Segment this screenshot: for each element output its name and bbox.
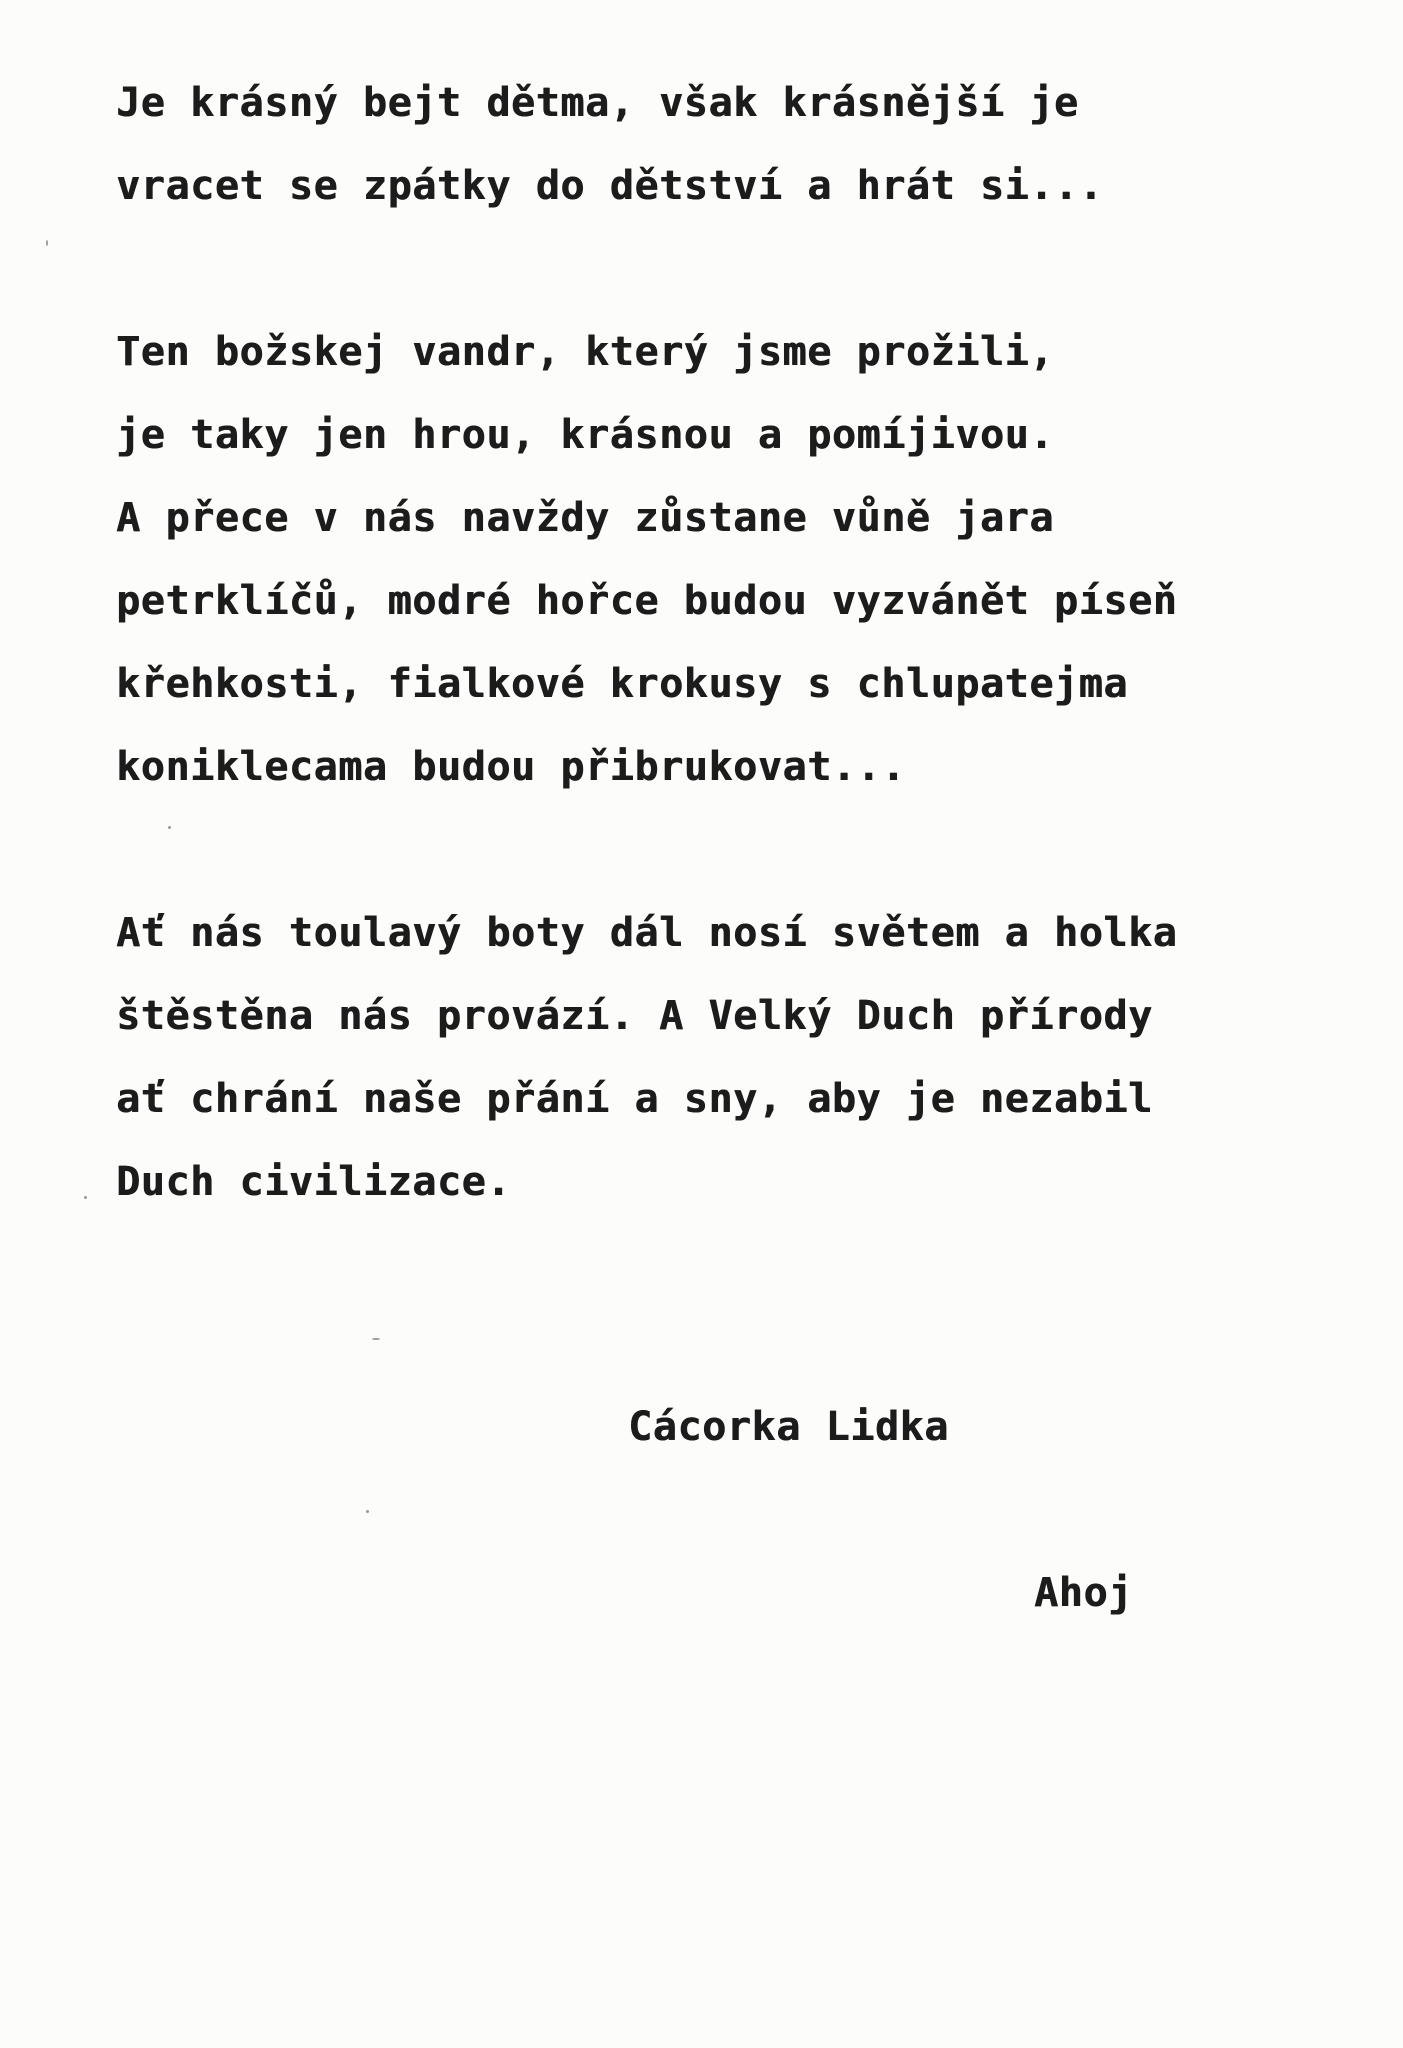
letter-line: Ten božskej vandr, který jsme prožili, xyxy=(116,329,1054,375)
paragraph-3 xyxy=(116,892,1366,1224)
letter-body xyxy=(116,62,1366,1224)
letter-line: A přece v nás navždy zůstane vůně jara xyxy=(116,495,1054,541)
signature-name: Cácorka Lidka xyxy=(628,1404,949,1450)
paper-speck xyxy=(366,1510,369,1513)
letter-line: Je krásný bejt dětma, však krásnější je xyxy=(116,80,1079,126)
letter-line: ať chrání naše přání a sny, aby je nezabil xyxy=(116,1076,1153,1122)
letter-line: Ať nás toulavý boty dál nosí světem a holka xyxy=(116,910,1178,956)
paragraph-gap xyxy=(116,809,1366,892)
paper-speck xyxy=(372,1338,380,1340)
signature-greeting: Ahoj xyxy=(1034,1570,1133,1616)
letter-line: petrklíčů, modré hořce budou vyzvánět píseň xyxy=(116,578,1178,624)
letter-line: vracet se zpátky do dětství a hrát si... xyxy=(116,163,1104,209)
paragraph-gap xyxy=(116,228,1366,311)
paper-speck xyxy=(168,826,171,829)
letter-line: koniklecama budou přibrukovat... xyxy=(116,744,906,790)
paragraph-1 xyxy=(116,62,1366,228)
paper-speck xyxy=(46,240,48,246)
paper-speck xyxy=(84,1196,87,1199)
letter-line: je taky jen hrou, krásnou a pomíjivou. xyxy=(116,412,1054,458)
paragraph-2 xyxy=(116,311,1366,809)
letter-line: Duch civilizace. xyxy=(116,1159,511,1205)
letter-line: štěstěna nás provází. A Velký Duch přírody xyxy=(116,993,1153,1039)
letter-line: křehkosti, fialkové krokusy s chlupatejma xyxy=(116,661,1128,707)
